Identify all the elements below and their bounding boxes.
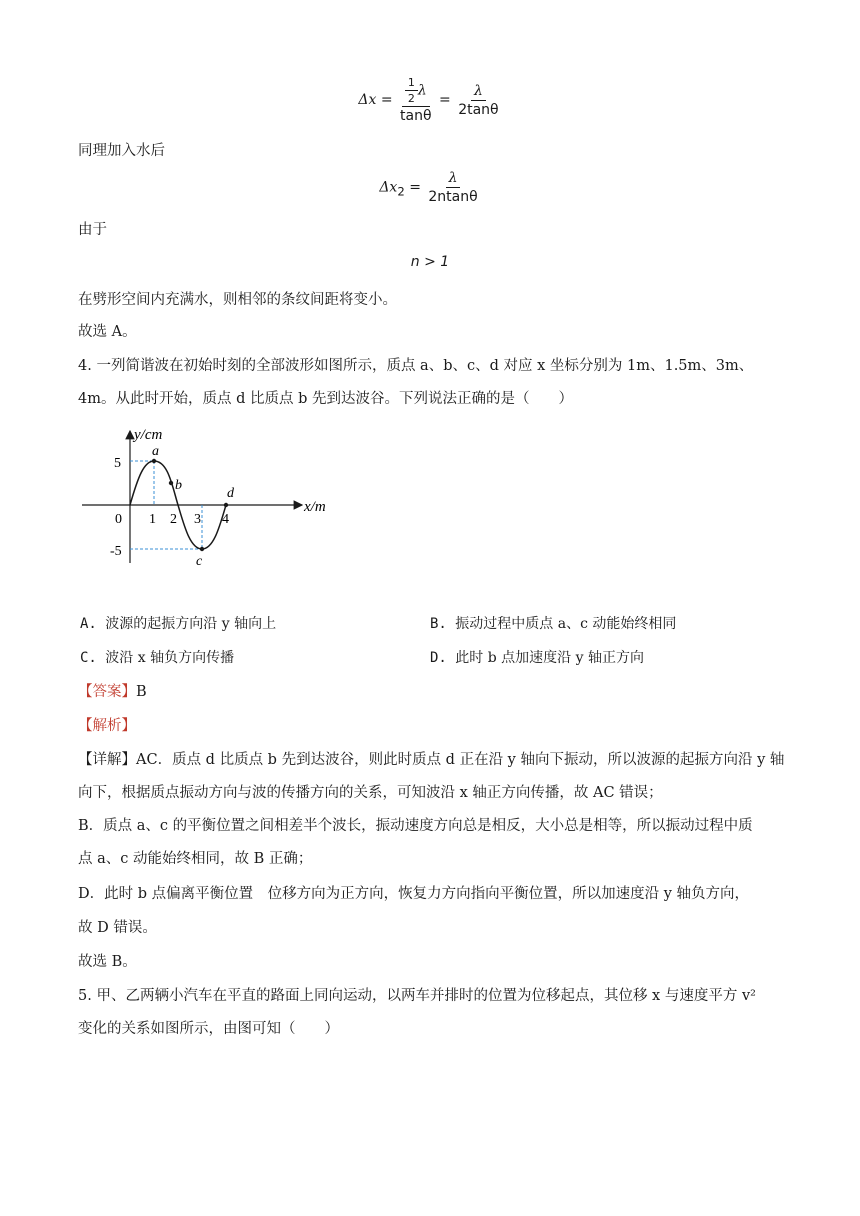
answer-tag: 【答案】 [78, 684, 136, 700]
point-d-label: d [227, 486, 234, 501]
point-d-dot [224, 503, 228, 507]
question-4-line-2: 4m。从此时开始，质点 d 比质点 b 先到达波谷。下列说法正确的是（ ） [78, 391, 573, 407]
option-b: B. 振动过程中质点 a、c 动能始终相同 [430, 616, 677, 632]
x-tick-0: 0 [115, 512, 122, 527]
text-same-after-water: 同理加入水后 [78, 143, 165, 159]
fraction-half-lambda-over-tan: $\frac{1}{2}$ λ tanθ [400, 76, 432, 124]
point-b-label: b [175, 478, 182, 493]
point-c-dot [200, 547, 204, 551]
option-a: A. 波源的起振方向沿 y 轴向上 [80, 616, 277, 632]
fraction-lambda-over-2tan: $\frac{\lambda}{2\tan\theta}$ [458, 82, 499, 118]
detail-line-3: B．质点 a、c 的平衡位置之间相差半个波长，振动速度方向总是相反，大小总是相等，所以振动过程中质 [78, 818, 753, 834]
x-tick-4: 4 [222, 512, 229, 527]
x-tick-3: 3 [194, 512, 201, 527]
option-c: C. 波沿 x 轴负方向传播 [80, 650, 235, 666]
wave-figure [80, 425, 340, 575]
detail-line-4: 点 a、c 动能始终相同，故 B 正确； [78, 851, 313, 867]
x-axis-label: x/m [304, 499, 326, 515]
equation-delta-x2: $\Delta x_2$ = $\frac{\lambda}{2ntan\theta}$ [379, 170, 478, 205]
equation-n-greater-1: n > 1 [410, 254, 450, 270]
point-a-label: a [152, 444, 159, 459]
question-5-line-2: 变化的关系如图所示，由图可知（ ） [78, 1021, 339, 1037]
y-tick-neg5: -5 [110, 544, 122, 559]
question-5-line-1: 5. 甲、乙两辆小汽车在平直的路面上同向运动，以两车并排时的位置为位移起点，其位移 x 与速度平方 v² [78, 988, 756, 1004]
point-c-label: c [196, 554, 203, 569]
option-d: D. 此时 b 点加速度沿 y 轴正方向 [430, 650, 644, 666]
point-a-dot [152, 459, 156, 463]
y-axis-label: y/cm [134, 427, 163, 443]
y-tick-5: 5 [114, 456, 121, 471]
detail-line-2: 向下，根据质点振动方向与波的传播方向的关系，可知波沿 x 轴正方向传播，故 AC 错误； [78, 785, 663, 801]
point-b-dot [169, 481, 173, 485]
text-because: 由于 [78, 222, 107, 238]
equation-delta-x: Δx = $\frac{1}{2}$ λ tanθ = $\frac{\lambda}{2\tan\theta}$ [0, 76, 860, 124]
text-conclusion: 在劈形空间内充满水，则相邻的条纹间距将变小。 [78, 292, 397, 308]
detail-line-7: 故选 B。 [78, 954, 137, 970]
analysis-tag: 【解析】 [78, 718, 136, 734]
x-tick-1: 1 [149, 512, 156, 527]
x-tick-2: 2 [170, 512, 177, 527]
answer-line [78, 682, 147, 702]
answer-value: B [136, 684, 147, 700]
detail-line-6: 故 D 错误。 [78, 920, 157, 936]
text-choose-a: 故选 A。 [78, 324, 137, 340]
detail-line-5: D．此时 b 点偏离平衡位置 位移方向为正方向，恢复力方向指向平衡位置，所以加速度沿 y 轴负方向， [78, 886, 750, 902]
question-4-line-1: 4. 一列简谐波在初始时刻的全部波形如图所示，质点 a、b、c、d 对应 x 坐标分别为 1m、1.5m、3m、 [78, 358, 754, 374]
detail-line-1: 【详解】AC．质点 d 比质点 b 先到达波谷，则此时质点 d 正在沿 y 轴向下振动，所以波源的起振方向沿 y 轴 [78, 752, 785, 768]
